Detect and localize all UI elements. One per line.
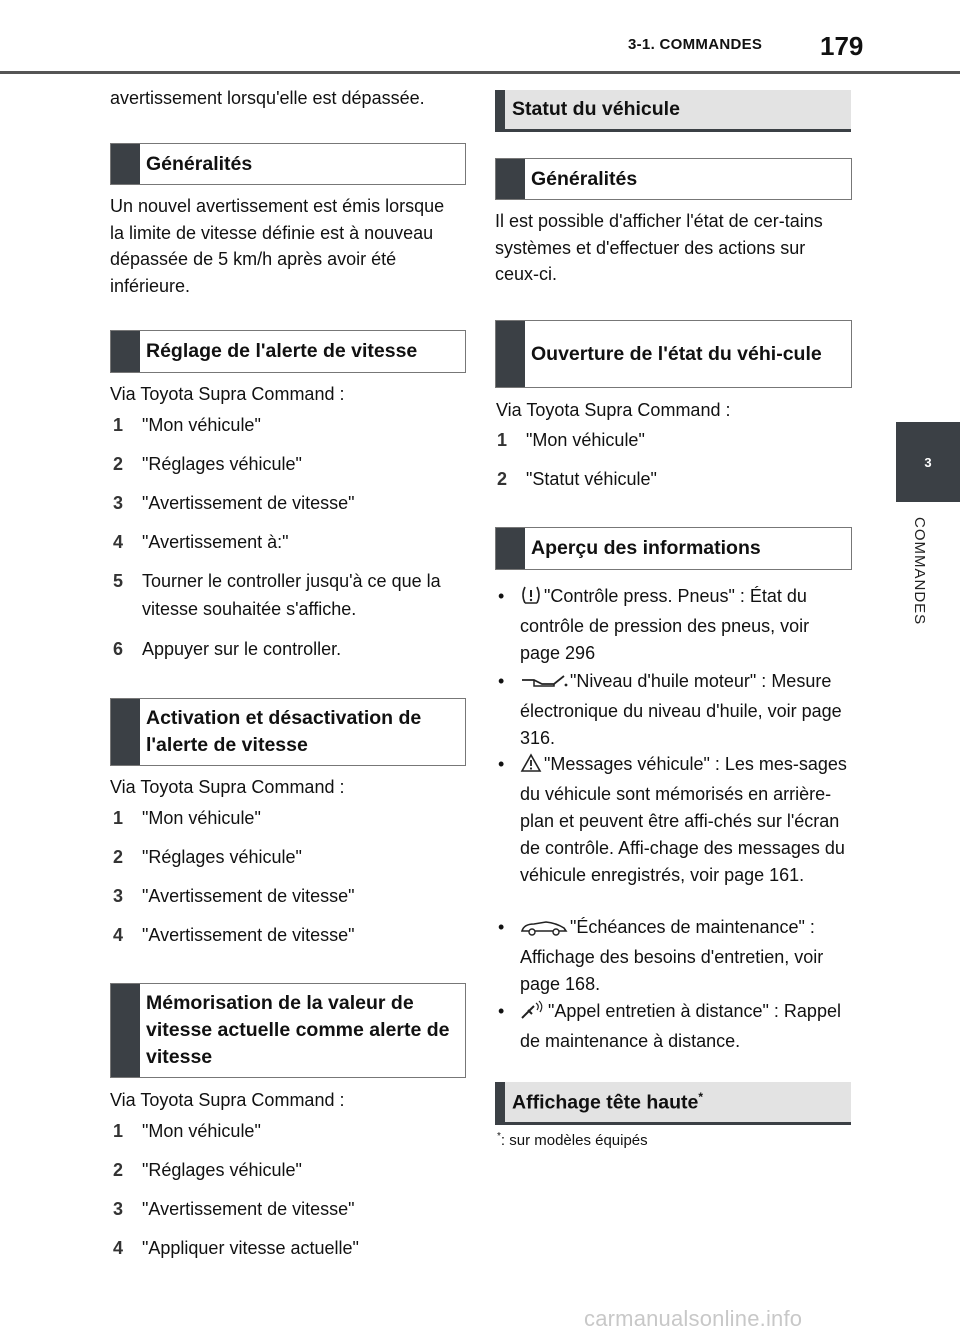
heading-label: Ouverture de l'état du véhi-cule: [531, 342, 822, 365]
tire-pressure-icon: [520, 585, 542, 613]
reglage-step: 1 "Mon véhicule": [113, 415, 261, 435]
activation-step: 4 "Avertissement de vitesse": [113, 925, 355, 945]
section-header: 3-1. COMMANDES: [628, 36, 763, 53]
heading-ouverture: [495, 320, 852, 388]
warning-triangle-icon: [520, 753, 542, 781]
reglage-step: 4 "Avertissement à:": [113, 532, 289, 552]
section-label: Affichage tête haute*: [512, 1089, 704, 1114]
chapter-tab: [896, 422, 960, 502]
ouverture-intro: Via Toyota Supra Command :: [496, 400, 731, 420]
generalites-body-left: Un nouvel avertissement est émis lorsque la limite de vitesse définie est à nouveau dépassée de 5 km/h après avoir été inférieure.: [110, 196, 445, 296]
footnote-text: : sur modèles équipés: [500, 1132, 648, 1149]
info-bullet: • "Appel entretien à distance" : Rappel de maintenance à distance.: [498, 1001, 841, 1051]
watermark: carmanualsonline.info: [584, 1306, 803, 1331]
section-label: Statut du véhicule: [512, 98, 680, 120]
heading-label: Aperçu des informations: [531, 537, 761, 559]
heading-bar: [496, 528, 525, 569]
info-bullet: • "Échéances de maintenance" : Affichage des besoins d'entretien, voir page 168.: [498, 917, 824, 994]
heading-bar: [111, 144, 140, 184]
heading-generalites-left: [110, 143, 466, 185]
heading-apercu: [495, 527, 852, 570]
chapter-number: 3: [924, 454, 932, 470]
memorisation-step: 3 "Avertissement de vitesse": [113, 1199, 355, 1219]
page-number: 179: [820, 31, 864, 61]
memorisation-step: 2 "Réglages véhicule": [113, 1160, 302, 1180]
activation-step: 1 "Mon véhicule": [113, 808, 261, 828]
header-rule: [0, 71, 960, 74]
heading-label: Généralités: [531, 167, 638, 190]
section-bar: [495, 1082, 505, 1125]
footnote-marker: *: [698, 1089, 704, 1104]
heading-label: Mémorisation de la valeur de vitesse actuelle comme alerte de vitesse: [146, 992, 450, 1068]
section-bar: [495, 90, 505, 132]
heading-label: Réglage de l'alerte de vitesse: [146, 340, 418, 362]
reglage-step: 5 Tourner le controller jusqu'à ce que la vitesse souhaitée s'affiche.: [113, 571, 441, 619]
reglage-intro: Via Toyota Supra Command :: [110, 384, 345, 404]
section-hud: [495, 1082, 851, 1125]
heading-activation: [110, 698, 466, 766]
chapter-label: COMMANDES: [911, 517, 928, 626]
car-service-icon: [520, 917, 568, 944]
heading-generalites-right: [495, 158, 852, 200]
heading-bar: [496, 321, 525, 387]
heading-bar: [111, 984, 140, 1077]
remote-service-icon: [520, 1000, 546, 1028]
section-statut: [495, 90, 851, 132]
reglage-step: 6 Appuyer sur le controller.: [113, 639, 342, 659]
heading-reglage: [110, 330, 466, 373]
reglage-step: 2 "Réglages véhicule": [113, 454, 302, 474]
info-bullet: • "Messages véhicule" : Les mes-sages du véhicule sont mémorisés en arrière-plan et peuvent être affi-chés sur l'écran de contrôle. Affi-chage des messages du véhicule enregistrés, voir page 161.: [498, 754, 847, 885]
continued-text: avertissement lorsqu'elle est dépassée.: [110, 88, 425, 108]
heading-label: Activation et désactivation de l'alerte de vitesse: [146, 707, 422, 756]
ouverture-step: 1 "Mon véhicule": [497, 430, 645, 450]
memorisation-intro: Via Toyota Supra Command :: [110, 1090, 345, 1110]
heading-memorisation: [110, 983, 466, 1078]
activation-intro: Via Toyota Supra Command :: [110, 777, 345, 797]
info-bullet: • "Contrôle press. Pneus" : État du contrôle de pression des pneus, voir page 296: [498, 586, 810, 663]
reglage-step: 3 "Avertissement de vitesse": [113, 493, 355, 513]
memorisation-step: 1 "Mon véhicule": [113, 1121, 261, 1141]
memorisation-step: 4 "Appliquer vitesse actuelle": [113, 1238, 359, 1258]
ouverture-step: 2 "Statut véhicule": [497, 469, 657, 489]
heading-label: Généralités: [146, 152, 253, 175]
heading-bar: [111, 699, 140, 765]
heading-bar: [496, 159, 525, 199]
generalites-body-right: Il est possible d'afficher l'état de cer-tains systèmes et d'effectuer des actions sur ceux-ci.: [495, 211, 823, 284]
activation-step: 3 "Avertissement de vitesse": [113, 886, 355, 906]
activation-step: 2 "Réglages véhicule": [113, 847, 302, 867]
footnote: [497, 1131, 648, 1149]
oil-level-icon: [520, 671, 568, 698]
heading-bar: [111, 331, 140, 372]
footnote-marker: *: [497, 1131, 501, 1142]
info-bullet: • "Niveau d'huile moteur" : Mesure électronique du niveau d'huile, voir page 316.: [498, 671, 842, 748]
